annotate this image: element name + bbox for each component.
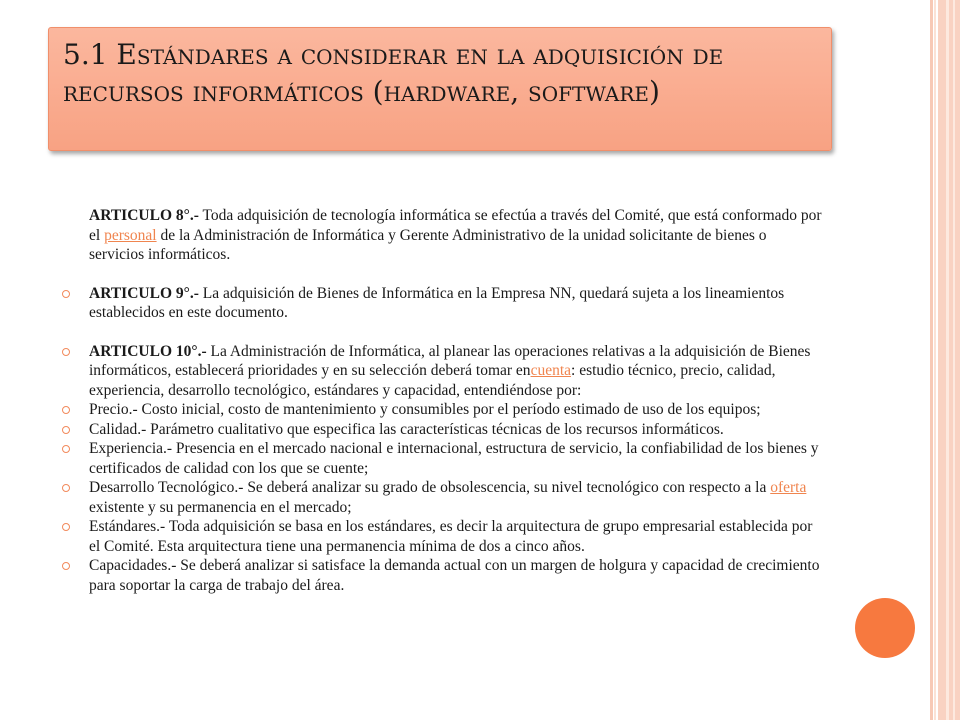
decorative-stripe: [953, 0, 955, 720]
article-8-paragraph: [62, 206, 822, 265]
decorative-stripe: [934, 0, 936, 720]
article-10-text-end: : estudio técnico, precio, calidad, experiencia, desarrollo tecnológico, estándares y capacidad, entendiéndose por:: [89, 362, 776, 399]
desarrollo-text: Desarrollo Tecnológico.- Se deberá analizar su grado de obsolescencia, su nivel tecnológico con respecto a la: [89, 479, 771, 496]
decorative-stripe: [946, 0, 949, 720]
list-item-estandares: Estándares.- Toda adquisición se basa en los estándares, es decir la arquitectura de grupo empresarial establecida por el Comité. Esta arquitectura tiene una permanencia mínima de dos a cinco años.: [62, 517, 822, 556]
decorative-stripe: [930, 0, 933, 720]
slide-title: 5.1 Estándares a considerar en la adquisición de recursos informáticos (hardware, software): [63, 38, 724, 108]
desarrollo-text-end: existente y su permanencia en el mercado;: [89, 498, 352, 516]
list-item-calidad: Calidad.- Parámetro cualitativo que especifica las características técnicas de los recursos informáticos.: [62, 420, 822, 440]
personal-link[interactable]: personal: [104, 226, 157, 244]
slide-body: [62, 206, 822, 595]
article-9-heading: ARTICULO 9°.-: [89, 284, 199, 302]
article-8-text-end: de la Administración de Informática y Gerente Administrativo de la unidad solicitante de bienes o servicios informáticos.: [89, 226, 767, 263]
decorative-orange-circle: [855, 598, 915, 658]
article-8-heading: ARTICULO 8°.-: [89, 207, 199, 224]
article-9-text: La adquisición de Bienes de Informática en la Empresa NN, quedará sujeta a los lineamientos establecidos en este documento.: [89, 284, 785, 321]
cuenta-link[interactable]: cuenta: [530, 362, 572, 379]
article-9-paragraph: [62, 284, 822, 323]
slide-title-box: [48, 27, 832, 151]
list-item-experiencia: Experiencia.- Presencia en el mercado nacional e internacional, estructura de servicio, la confiabilidad de los bienes y certificados de calidad con los que se cuente;: [62, 439, 822, 478]
article-8-text: Toda adquisición de tecnología informática se efectúa a través del Comité, que está conformado por el: [89, 207, 822, 244]
list-item-desarrollo-tecnologico: [62, 478, 822, 517]
article-10-text: La Administración de Informática, al planear las operaciones relativas a la adquisición de Bienes informáticos, establecerá prioridades y en su selección deberá tomar en: [89, 342, 811, 379]
oferta-link[interactable]: oferta: [770, 479, 807, 496]
article-10-paragraph: [62, 342, 822, 401]
decorative-stripe: [938, 0, 960, 720]
list-item-capacidades: Capacidades.- Se deberá analizar si satisface la demanda actual con un margen de holgura y capacidad de crecimiento para soportar la carga de trabajo del área.: [62, 556, 822, 595]
article-10-heading: ARTICULO 10°.-: [89, 342, 207, 360]
list-item-precio: Precio.- Costo inicial, costo de mantenimiento y consumibles por el período estimado de uso de los equipos;: [62, 400, 822, 420]
